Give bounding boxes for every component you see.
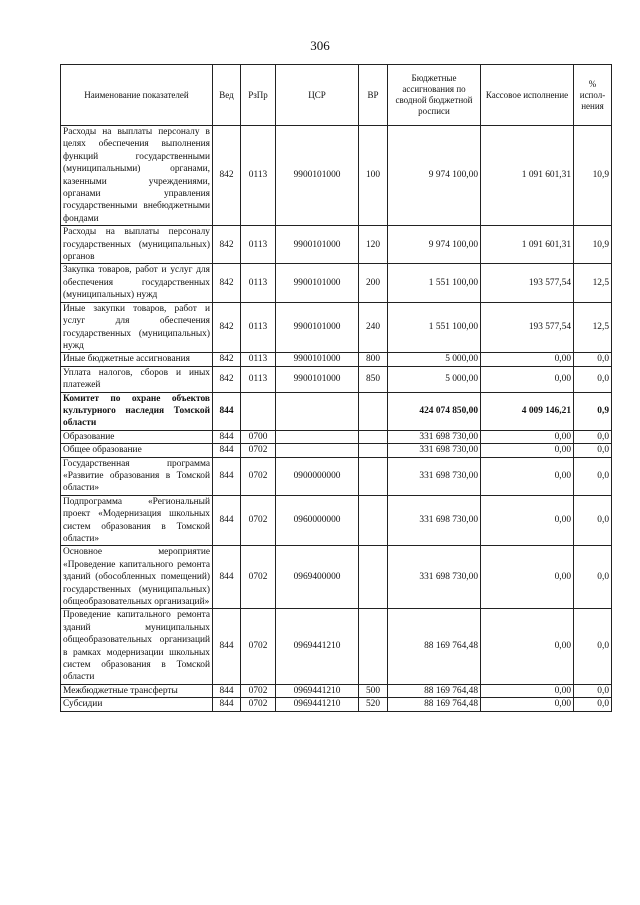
cell-budget: 331 698 730,00: [388, 457, 481, 495]
page-number: 306: [310, 38, 330, 53]
cell-cash: 0,00: [481, 430, 574, 443]
cell-name: Образование: [61, 430, 213, 443]
cell-vr: [359, 444, 388, 457]
cell-cash: 0,00: [481, 495, 574, 546]
table-row: [61, 609, 612, 684]
cell-vr: [359, 495, 388, 546]
cell-percent: 0,0: [574, 366, 612, 392]
cell-rzpr: 0113: [241, 353, 276, 366]
cell-cash: 0,00: [481, 353, 574, 366]
cell-budget: 1 551 100,00: [388, 264, 481, 302]
cell-rzpr: [241, 392, 276, 430]
cell-name: Основное мероприятие «Проведение капитального ремонта зданий (обособленных помещений) государственных (муниципальных) общеобразовательных организаций»: [61, 546, 213, 609]
cell-rzpr: 0113: [241, 226, 276, 264]
cell-csr: [276, 430, 359, 443]
cell-name: Закупка товаров, работ и услуг для обеспечения государственных (муниципальных) нужд: [61, 264, 213, 302]
cell-vr: 500: [359, 684, 388, 697]
cell-ved: 842: [213, 302, 241, 353]
cell-name: Уплата налогов, сборов и иных платежей: [61, 366, 213, 392]
cell-ved: 844: [213, 609, 241, 684]
cell-name: Проведение капитального ремонта зданий муниципальных общеобразовательных организаций в рамках модернизации школьных систем образования в Томской области: [61, 609, 213, 684]
table-row: [61, 698, 612, 711]
cell-budget: 1 551 100,00: [388, 302, 481, 353]
cell-ved: 844: [213, 546, 241, 609]
cell-ved: 844: [213, 698, 241, 711]
table-row: [61, 264, 612, 302]
cell-budget: 331 698 730,00: [388, 546, 481, 609]
header-rzpr: РзПр: [241, 65, 276, 126]
cell-percent: 12,5: [574, 264, 612, 302]
cell-vr: 120: [359, 226, 388, 264]
cell-cash: 193 577,54: [481, 302, 574, 353]
table-row: [61, 684, 612, 697]
cell-csr: [276, 392, 359, 430]
cell-cash: 0,00: [481, 366, 574, 392]
header-cash: Кассовое исполнение: [481, 65, 574, 126]
cell-budget: 5 000,00: [388, 366, 481, 392]
cell-csr: 0969441210: [276, 684, 359, 697]
cell-percent: 0,0: [574, 546, 612, 609]
cell-cash: 0,00: [481, 698, 574, 711]
table-header-row: [61, 65, 612, 126]
cell-budget: 88 169 764,48: [388, 609, 481, 684]
cell-budget: 88 169 764,48: [388, 698, 481, 711]
table-row: [61, 353, 612, 366]
cell-percent: 0,9: [574, 392, 612, 430]
cell-vr: [359, 546, 388, 609]
cell-name: Иные бюджетные ассигнования: [61, 353, 213, 366]
cell-csr: 9900101000: [276, 264, 359, 302]
cell-rzpr: 0702: [241, 444, 276, 457]
cell-cash: 4 009 146,21: [481, 392, 574, 430]
header-name: Наименование показателей: [61, 65, 213, 126]
cell-cash: 0,00: [481, 444, 574, 457]
cell-percent: 0,0: [574, 444, 612, 457]
cell-ved: 844: [213, 684, 241, 697]
cell-ved: 844: [213, 392, 241, 430]
cell-ved: 842: [213, 366, 241, 392]
table-row: [61, 546, 612, 609]
header-csr: ЦСР: [276, 65, 359, 126]
cell-name: Расходы на выплаты персоналу государственных (муниципальных) органов: [61, 226, 213, 264]
cell-budget: 9 974 100,00: [388, 126, 481, 226]
cell-csr: [276, 444, 359, 457]
table-row: [61, 366, 612, 392]
cell-vr: [359, 457, 388, 495]
cell-csr: 0969441210: [276, 698, 359, 711]
cell-name: Подпрограмма «Региональный проект «Модернизация школьных систем образования в Томской области»: [61, 495, 213, 546]
cell-percent: 0,0: [574, 457, 612, 495]
table-row: [61, 495, 612, 546]
table-row: [61, 226, 612, 264]
cell-percent: 0,0: [574, 684, 612, 697]
table-row: [61, 302, 612, 353]
cell-name: Субсидии: [61, 698, 213, 711]
cell-ved: 842: [213, 226, 241, 264]
cell-budget: 331 698 730,00: [388, 430, 481, 443]
cell-percent: 0,0: [574, 698, 612, 711]
cell-rzpr: 0702: [241, 495, 276, 546]
cell-ved: 844: [213, 444, 241, 457]
cell-csr: 9900101000: [276, 126, 359, 226]
cell-rzpr: 0702: [241, 609, 276, 684]
cell-cash: 0,00: [481, 546, 574, 609]
cell-csr: 0969400000: [276, 546, 359, 609]
cell-name: Расходы на выплаты персоналу в целях обеспечения выполнения функций государственными (муниципальными) органами, казенными учреждениями, органами управления государственными внебюджетными фондами: [61, 126, 213, 226]
cell-rzpr: 0113: [241, 302, 276, 353]
cell-rzpr: 0702: [241, 546, 276, 609]
budget-table: [60, 64, 612, 712]
cell-percent: 10,9: [574, 126, 612, 226]
cell-rzpr: 0702: [241, 684, 276, 697]
cell-rzpr: 0702: [241, 698, 276, 711]
cell-vr: 850: [359, 366, 388, 392]
header-vr: ВР: [359, 65, 388, 126]
cell-cash: 1 091 601,31: [481, 126, 574, 226]
cell-percent: 10,9: [574, 226, 612, 264]
cell-cash: 1 091 601,31: [481, 226, 574, 264]
cell-cash: 0,00: [481, 457, 574, 495]
cell-cash: 0,00: [481, 609, 574, 684]
cell-budget: 9 974 100,00: [388, 226, 481, 264]
cell-rzpr: 0702: [241, 457, 276, 495]
table-row-committee: [61, 392, 612, 430]
cell-name: Государственная программа «Развитие образования в Томской области»: [61, 457, 213, 495]
cell-percent: 0,0: [574, 495, 612, 546]
cell-ved: 842: [213, 264, 241, 302]
cell-percent: 0,0: [574, 353, 612, 366]
cell-rzpr: 0113: [241, 366, 276, 392]
cell-csr: 9900101000: [276, 366, 359, 392]
cell-name: Комитет по охране объектов культурного наследия Томской области: [61, 392, 213, 430]
cell-csr: 0969441210: [276, 609, 359, 684]
cell-csr: 9900101000: [276, 353, 359, 366]
cell-name: Межбюджетные трансферты: [61, 684, 213, 697]
cell-csr: 9900101000: [276, 302, 359, 353]
cell-csr: 0900000000: [276, 457, 359, 495]
header-percent: % испол-нения: [574, 65, 612, 126]
cell-name: Иные закупки товаров, работ и услуг для обеспечения государственных (муниципальных) нужд: [61, 302, 213, 353]
cell-name: Общее образование: [61, 444, 213, 457]
cell-ved: 842: [213, 126, 241, 226]
cell-budget: 331 698 730,00: [388, 495, 481, 546]
cell-vr: [359, 392, 388, 430]
cell-vr: [359, 430, 388, 443]
cell-vr: [359, 609, 388, 684]
cell-rzpr: 0700: [241, 430, 276, 443]
cell-rzpr: 0113: [241, 126, 276, 226]
header-ved: Вед: [213, 65, 241, 126]
cell-budget: 424 074 850,00: [388, 392, 481, 430]
cell-percent: 12,5: [574, 302, 612, 353]
table-row: [61, 457, 612, 495]
cell-percent: 0,0: [574, 430, 612, 443]
cell-ved: 844: [213, 495, 241, 546]
cell-vr: 520: [359, 698, 388, 711]
cell-cash: 193 577,54: [481, 264, 574, 302]
cell-budget: 5 000,00: [388, 353, 481, 366]
cell-budget: 331 698 730,00: [388, 444, 481, 457]
table-row: [61, 444, 612, 457]
cell-vr: 800: [359, 353, 388, 366]
cell-vr: 100: [359, 126, 388, 226]
cell-ved: 844: [213, 457, 241, 495]
cell-vr: 200: [359, 264, 388, 302]
cell-rzpr: 0113: [241, 264, 276, 302]
cell-ved: 842: [213, 353, 241, 366]
table-row: [61, 430, 612, 443]
cell-percent: 0,0: [574, 609, 612, 684]
cell-csr: 0960000000: [276, 495, 359, 546]
cell-vr: 240: [359, 302, 388, 353]
table-row: [61, 126, 612, 226]
cell-budget: 88 169 764,48: [388, 684, 481, 697]
header-budget: Бюджетные ассигнования по сводной бюджетной росписи: [388, 65, 481, 126]
cell-cash: 0,00: [481, 684, 574, 697]
cell-csr: 9900101000: [276, 226, 359, 264]
cell-ved: 844: [213, 430, 241, 443]
